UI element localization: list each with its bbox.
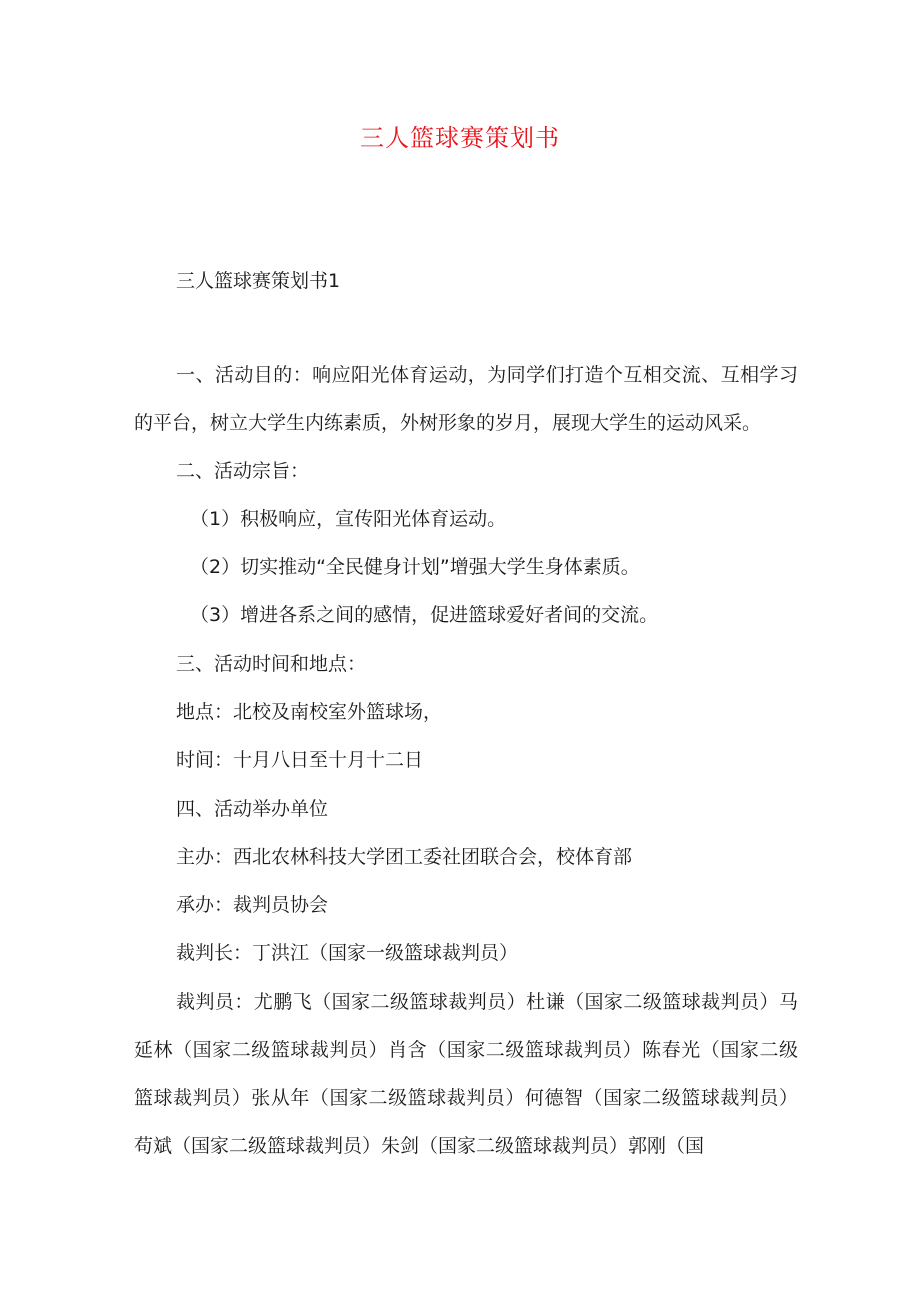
referees-paragraph: 裁判员：尤鹏飞（国家二级篮球裁判员）杜谦（国家二级篮球裁判员）马延林（国家二级篮球裁判员）肖含（国家二级篮球裁判员）陈春光（国家二级篮球裁判员）张从年（国家二级篮球裁判员）何德智（国家二级篮球裁判员）苟斌（国家二级篮球裁判员）朱剑（国家二级篮球裁判员）郭刚（国 xyxy=(134,991,798,1157)
section-aim-heading: 二、活动宗旨： xyxy=(176,460,310,482)
aim-item-3: （3）增进各系之间的感情，促进篮球爱好者间的交流。 xyxy=(190,604,659,626)
chief-referee-line: 裁判长：丁洪江（国家一级篮球裁判员） xyxy=(176,942,519,964)
section-purpose: 一、活动目的：响应阳光体育运动，为同学们打造个互相交流、互相学习的平台，树立大学生内练素质，外树形象的岁月，展现大学生的运动风采。 xyxy=(134,364,798,434)
location-line: 地点：北校及南校室外篮球场， xyxy=(176,701,443,723)
section-time-place-heading: 三、活动时间和地点： xyxy=(176,653,367,675)
section-organizers-heading: 四、活动举办单位 xyxy=(176,798,329,820)
organizer-line: 承办：裁判员协会 xyxy=(176,894,329,916)
document-title: 三人篮球赛策划书 xyxy=(360,124,560,152)
aim-item-1: （1）积极响应，宣传阳光体育运动。 xyxy=(190,508,507,530)
time-line: 时间：十月八日至十月十二日 xyxy=(176,749,424,771)
host-line: 主办：西北农林科技大学团工委社团联合会，校体育部 xyxy=(176,846,633,868)
aim-item-2: （2）切实推动“全民健身计划”增强大学生身体素质。 xyxy=(190,556,640,578)
document-subtitle: 三人篮球赛策划书1 xyxy=(176,270,341,292)
